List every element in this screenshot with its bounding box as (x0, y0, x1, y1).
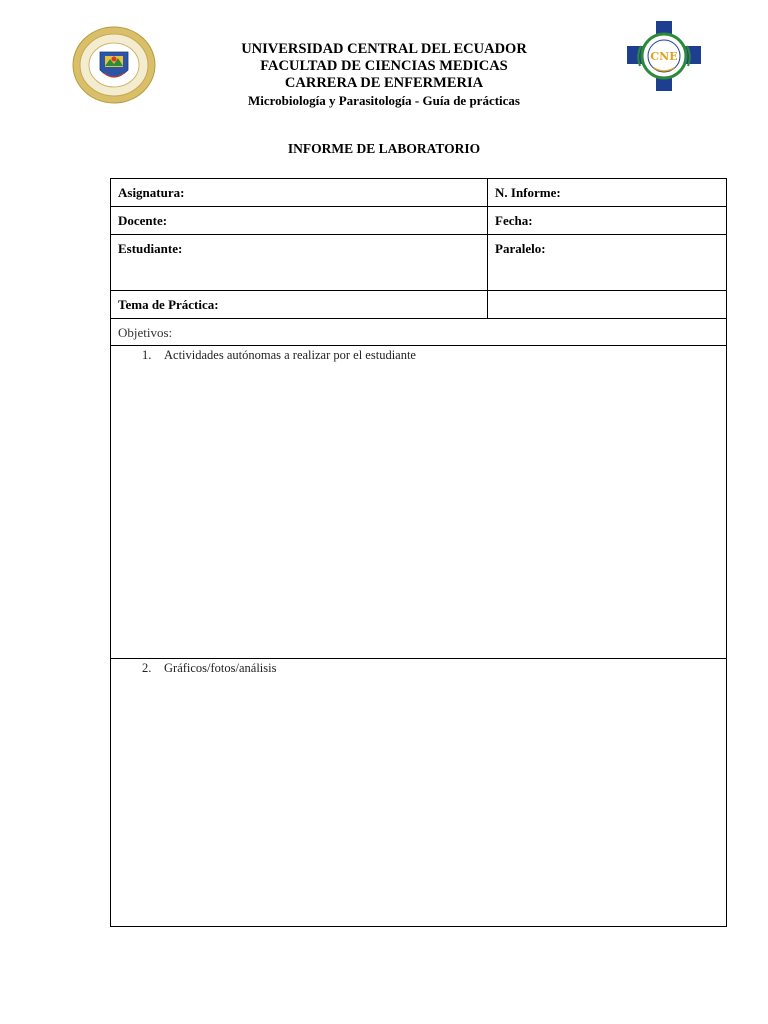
lab-report-form (110, 178, 727, 927)
form-row-graficos (111, 659, 727, 927)
form-row-tema (111, 291, 727, 319)
form-row-asignatura (111, 179, 727, 207)
asignatura-field[interactable]: Asignatura: (111, 179, 488, 207)
document-header (150, 41, 618, 109)
form-row-objetivos (111, 319, 727, 346)
course-guide-title: Microbiología y Parasitología - Guía de prácticas (247, 93, 520, 108)
graficos-heading (118, 661, 719, 676)
university-name: UNIVERSIDAD CENTRAL DEL ECUADOR (241, 41, 527, 57)
career-name: CARRERA DE ENFERMERIA (284, 75, 484, 91)
estudiante-field[interactable]: Estudiante: (111, 235, 488, 291)
actividades-section[interactable] (111, 346, 727, 659)
graficos-number: 2. (142, 661, 152, 675)
report-title: INFORME DE LABORATORIO (287, 141, 481, 156)
actividades-heading (118, 348, 719, 363)
docente-field[interactable]: Docente: (111, 207, 488, 235)
tema-practica-field[interactable]: Tema de Práctica: (111, 291, 488, 319)
svg-text:CNE: CNE (650, 50, 678, 63)
actividades-number: 1. (142, 348, 152, 362)
form-row-docente (111, 207, 727, 235)
faculty-name: FACULTAD DE CIENCIAS MEDICAS (260, 58, 508, 74)
n-informe-field[interactable]: N. Informe: (488, 179, 727, 207)
university-seal-logo (72, 26, 156, 104)
objetivos-field[interactable]: Objetivos: (111, 319, 727, 346)
actividades-label: Actividades autónomas a realizar por el estudiante (164, 348, 416, 362)
form-row-actividades (111, 346, 727, 659)
graficos-label: Gráficos/fotos/análisis (164, 661, 277, 675)
fecha-field[interactable]: Fecha: (488, 207, 727, 235)
form-row-estudiante (111, 235, 727, 291)
paralelo-field[interactable]: Paralelo: (488, 235, 727, 291)
graficos-section[interactable] (111, 659, 727, 927)
tema-practica-extra-cell[interactable] (488, 291, 727, 319)
nursing-emblem-logo (624, 20, 704, 92)
